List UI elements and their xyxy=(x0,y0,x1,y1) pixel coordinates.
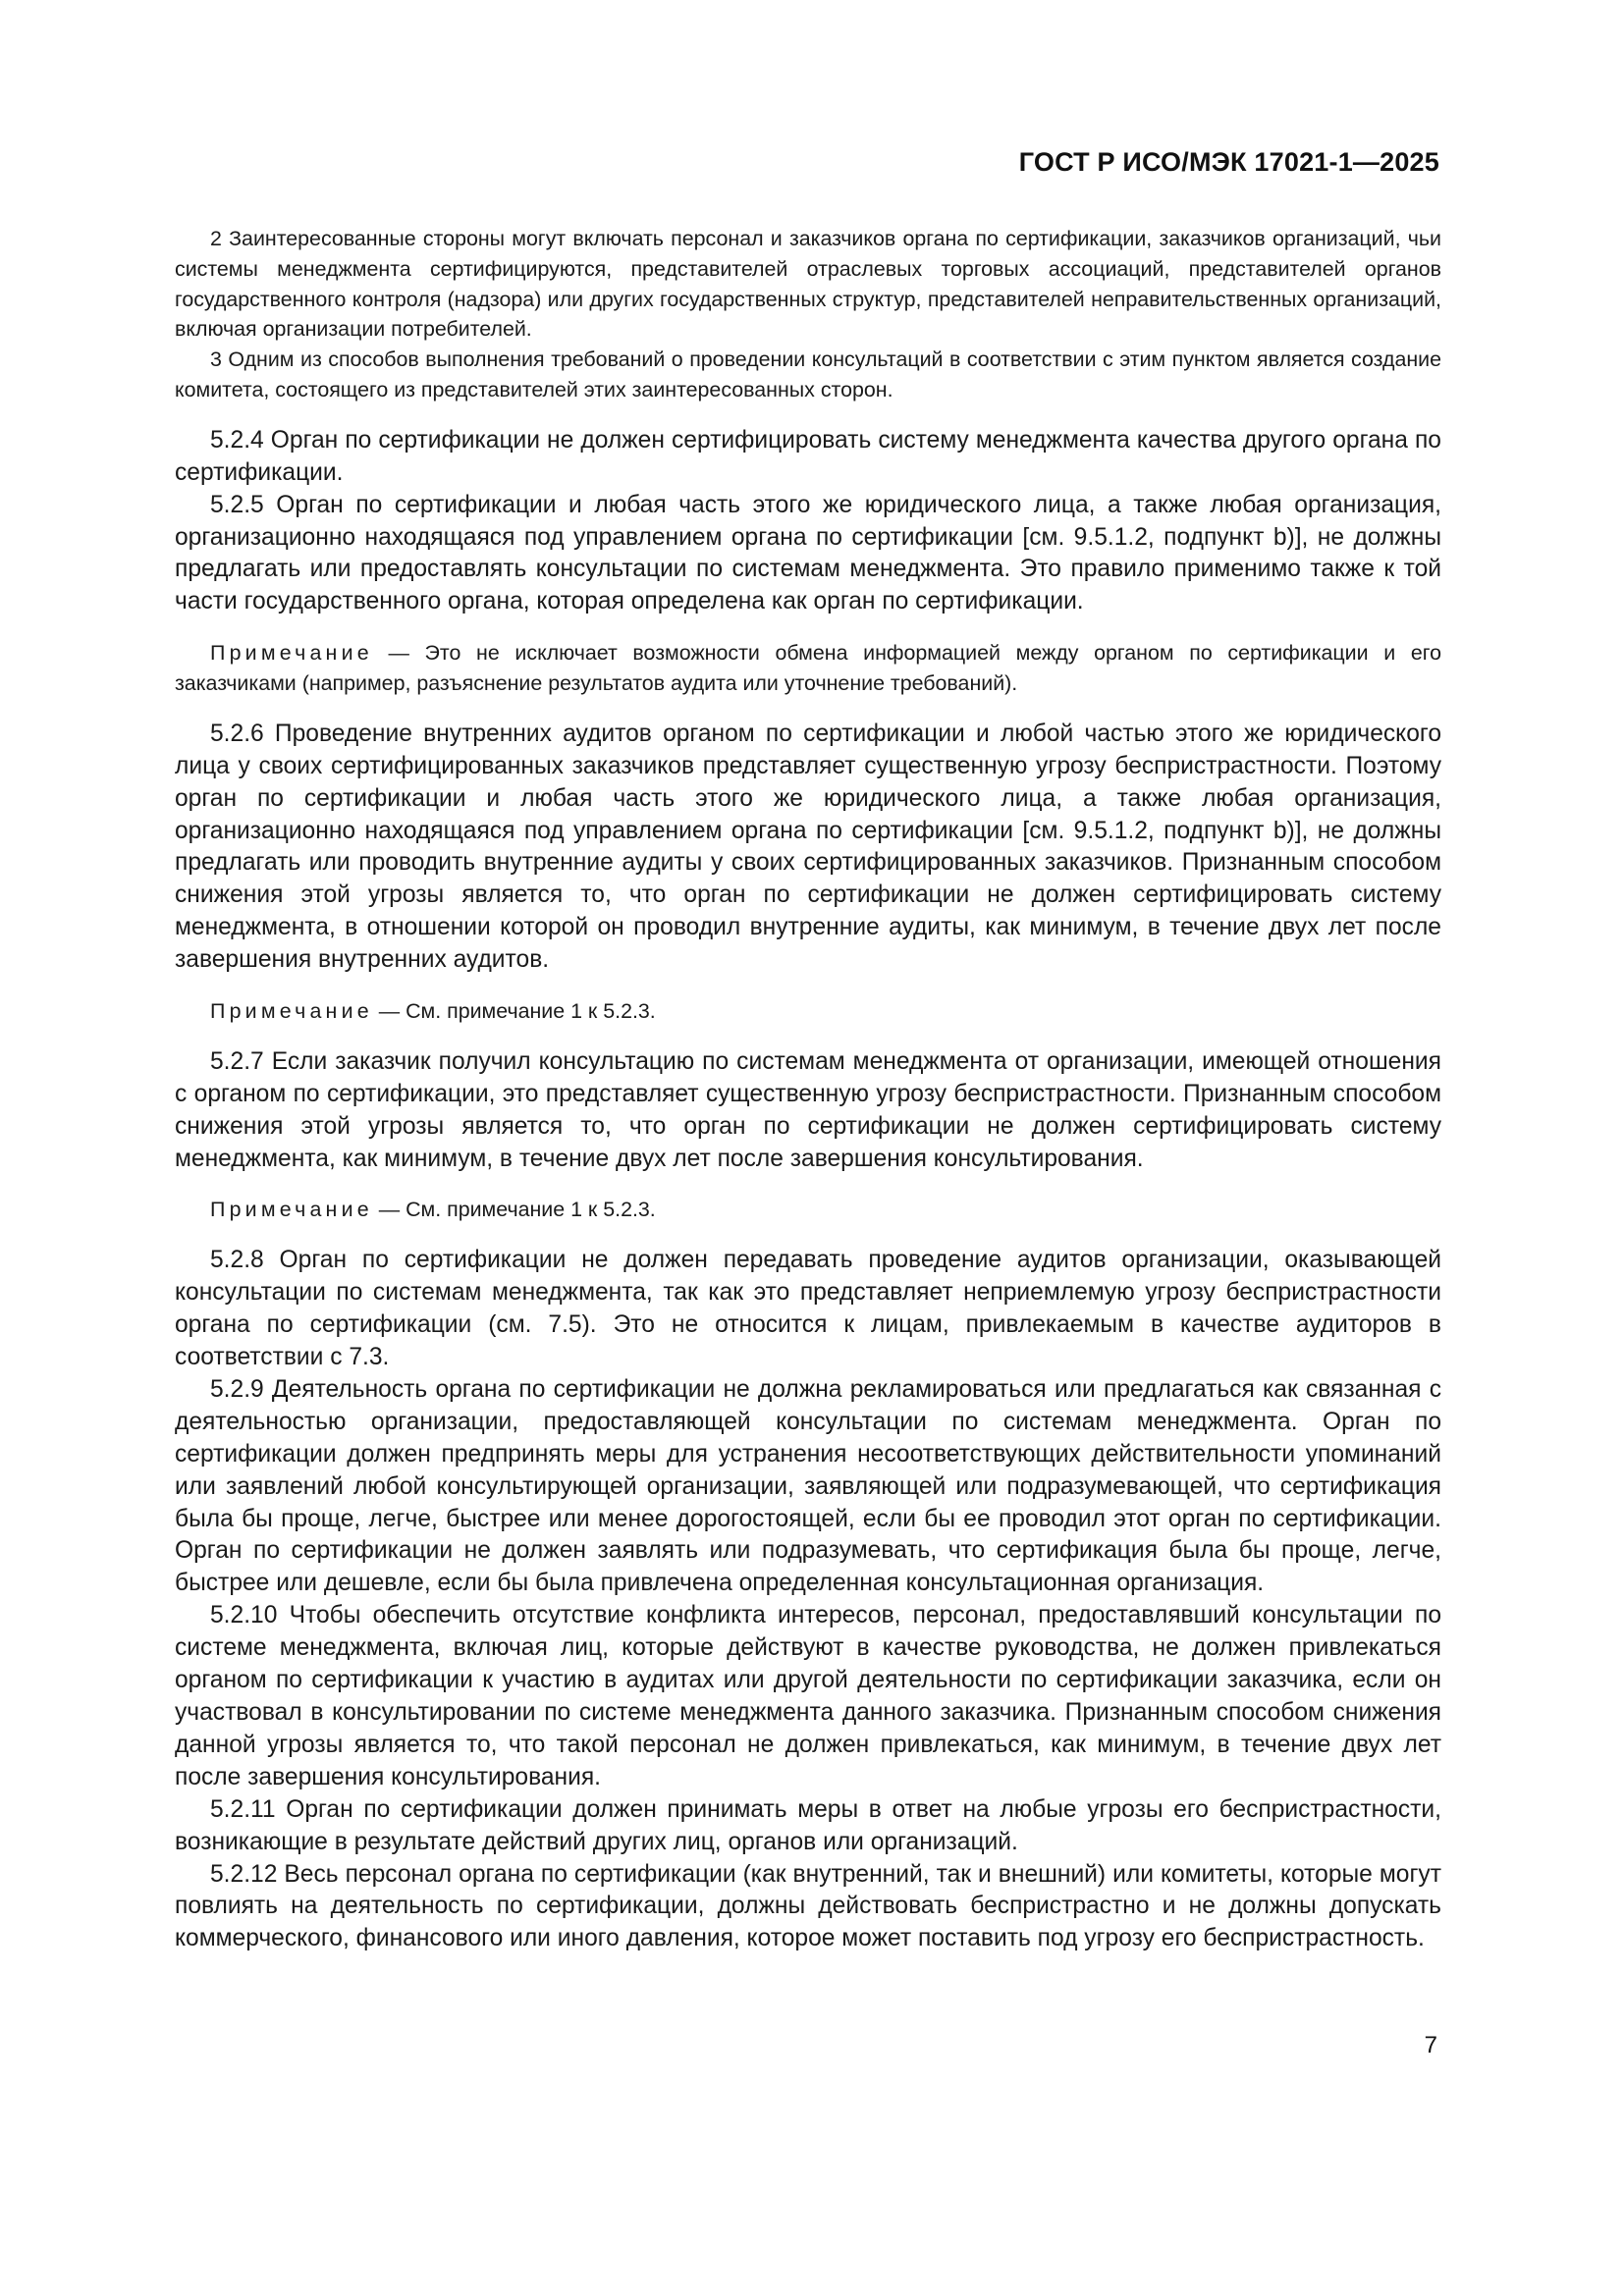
note-5-2-5 xyxy=(175,638,1441,699)
note-text: — См. примечание 1 к 5.2.3. xyxy=(372,1198,656,1222)
document-header-id: ГОСТ Р ИСО/МЭК 17021-1—2025 xyxy=(1018,147,1439,177)
clause-5-2-11: 5.2.11 Орган по сертификации должен принимать меры в ответ на любые угрозы его беспристрастности, возникающие в результате действий других лиц, органов или организаций. xyxy=(175,1795,1441,1855)
clause-5-2-12: 5.2.12 Весь персонал органа по сертификации (как внутренний, так и внешний) или комитеты, которые могут повлиять на деятельность по сертификации, должны действовать беспристрастно и не должны допускать коммерческого, финансового или иного давления, которое может поставить под угрозу его беспристрастность. xyxy=(175,1860,1441,1952)
clause-5-2-6: 5.2.6 Проведение внутренних аудитов органом по сертификации и любой частью этого же юридического лица у своих сертифицированных заказчиков представляет существенную угрозу беспристрастности. Поэтому орган по сертификации и любая часть этого же юридического лица, а также любая организация, организационно находящаяся под управлением органа по сертификации [см. 9.5.1.2, подпункт b)], не должны предлагать или проводить внутренние аудиты у своих сертифицированных заказчиков. Признанным способом снижения этой угрозы является то, что орган по сертификации не должен сертифицировать систему менеджмента, в отношении которой он проводил внутренние аудиты, как минимум, в течение двух лет после завершения внутренних аудитов. xyxy=(175,720,1441,974)
note-2-stakeholders: 2 Заинтересованные стороны могут включать персонал и заказчиков органа по сертификации, заказчиков организаций, чьи системы менеджмента сертифицируются, представителей отраслевых торговых ассоциаций, представителей органов государственного контроля (надзора) или других государственных структур, представителей неправительственных организаций, включая организации потребителей. xyxy=(175,227,1441,342)
note-label: Примечание xyxy=(210,1198,373,1222)
clause-5-2-5: 5.2.5 Орган по сертификации и любая часть этого же юридического лица, а также любая организация, организационно находящаяся под управлением органа по сертификации [см. 9.5.1.2, подпункт b)], не должны предлагать или предоставлять консультации по системам менеджмента. Это правило применимо также к той части государственного органа, которая определена как орган по сертификации. xyxy=(175,491,1441,615)
page-body xyxy=(175,224,1441,1955)
note-5-2-6 xyxy=(175,996,1441,1027)
clause-5-2-7: 5.2.7 Если заказчик получил консультацию по системам менеджмента от организации, имеющей отношения с органом по сертификации, это представляет существенную угрозу беспристрастности. Признанным способом снижения этой угрозы является то, что орган по сертификации не должен сертифицировать систему менеджмента, как минимум, в течение двух лет после завершения консультирования. xyxy=(175,1047,1441,1172)
page-number: 7 xyxy=(1424,2032,1437,2058)
note-5-2-7 xyxy=(175,1195,1441,1225)
note-text: — Это не исключает возможности обмена информацией между органом по сертификации и его заказчиками (например, разъяснение результатов аудита или уточнение требований). xyxy=(175,641,1441,696)
clause-5-2-4: 5.2.4 Орган по сертификации не должен сертифицировать систему менеджмента качества другого органа по сертификации. xyxy=(175,426,1441,486)
clause-5-2-9: 5.2.9 Деятельность органа по сертификации не должна рекламироваться или предлагаться как связанная с деятельностью организации, предоставляющей консультации по системам менеджмента. Орган по сертификации должен предпринять меры для устранения несоответствующих действительности упоминаний или заявлений любой консультирующей организации, заявляющей или подразумевающей, что сертификация была бы проще, легче, быстрее или менее дорогостоящей, если бы ее проводил этот орган по сертификации. Орган по сертификации не должен заявлять или подразумевать, что сертификация была бы проще, легче, быстрее или дешевле, если бы была привлечена определенная консультационная организация. xyxy=(175,1375,1441,1597)
clause-5-2-8: 5.2.8 Орган по сертификации не должен передавать проведение аудитов организации, оказывающей консультации по системам менеджмента, так как это представляет неприемлемую угрозу беспристрастности органа по сертификации (см. 7.5). Это не относится к лицам, привлекаемым в качестве аудиторов в соответствии с 7.3. xyxy=(175,1247,1441,1370)
note-label: Примечание xyxy=(210,641,373,666)
note-text: — См. примечание 1 к 5.2.3. xyxy=(372,999,656,1024)
clause-5-2-10: 5.2.10 Чтобы обеспечить отсутствие конфликта интересов, персонал, предоставлявший консультации по системе менеджмента, включая лиц, которые действуют в качестве руководства, не должен привлекаться органом по сертификации к участию в аудитах или другой деятельности по сертификации заказчика, если он участвовал в консультировании по системе менеджмента данного заказчика. Признанным способом снижения данной угрозы является то, что такой персонал не должен привлекаться, как минимум, в течение двух лет после завершения консультирования. xyxy=(175,1602,1441,1790)
note-label: Примечание xyxy=(210,999,373,1024)
note-3-committee: 3 Одним из способов выполнения требований о проведении консультаций в соответствии с этим пунктом является создание комитета, состоящего из представителей этих заинтересованных сторон. xyxy=(175,347,1441,401)
